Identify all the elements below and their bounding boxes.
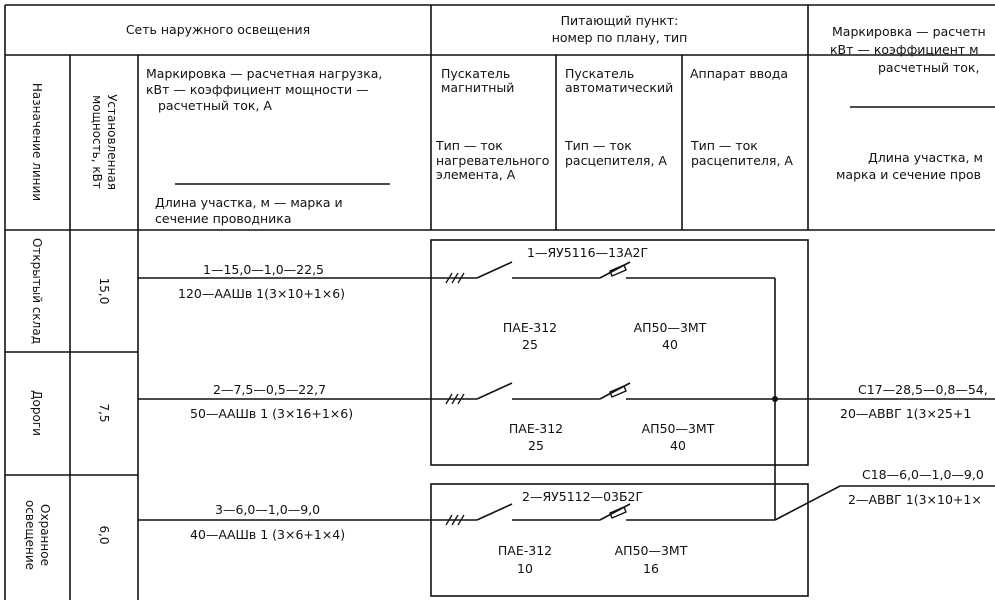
column-mag-line2: магнитный bbox=[441, 80, 515, 95]
header-network: Сеть наружного освещения bbox=[125, 22, 311, 37]
row1-cable: 120—ААШв 1(3×10+1×6) bbox=[178, 286, 346, 301]
column-input-type2: расцепителя, А bbox=[691, 153, 793, 168]
header-right-line5: марка и сечение пров bbox=[836, 167, 982, 182]
row1-power: 15,0 bbox=[97, 277, 111, 305]
header-right-line2: кВт — коэффициент м bbox=[830, 42, 979, 57]
row2-mag-contact bbox=[477, 383, 512, 399]
row1-auto-type: АП50—3МТ bbox=[633, 320, 707, 335]
column-power-line2: мощность, кВт bbox=[90, 95, 104, 189]
row1-mag-type: ПАЕ-312 bbox=[502, 320, 558, 335]
row3-power: 6,0 bbox=[97, 525, 111, 545]
feed-1-marking: С17—28,5—0,8—54, bbox=[858, 382, 988, 397]
row3-auto-current: 16 bbox=[643, 561, 659, 576]
row1-purpose: Открытый склад bbox=[30, 237, 44, 345]
row1-auto-current: 40 bbox=[662, 337, 678, 352]
header-right-line4: Длина участка, м bbox=[868, 150, 983, 165]
bus-junction bbox=[772, 396, 778, 402]
column-auto-type1: Тип — ток bbox=[565, 138, 632, 153]
row3-auto-latch bbox=[610, 507, 626, 518]
row3-mag-current: 10 bbox=[517, 561, 533, 576]
column-marking-line1: Маркировка — расчетная нагрузка, bbox=[146, 66, 383, 81]
panel-1-label: 1—ЯУ5116—13А2Г bbox=[527, 245, 649, 260]
column-auto-type2: расцепителя, А bbox=[565, 153, 667, 168]
column-auto-line1: Пускатель bbox=[565, 66, 635, 81]
row2-cable: 50—ААШв 1 (3×16+1×6) bbox=[190, 406, 354, 421]
row2-auto-type: АП50—3МТ bbox=[641, 421, 715, 436]
row2-auto-current: 40 bbox=[670, 438, 686, 453]
column-power-line1: Установленная bbox=[105, 94, 119, 190]
row3-mag-type: ПАЕ-312 bbox=[497, 543, 553, 558]
row3-cable: 40—ААШв 1 (3×6+1×4) bbox=[190, 527, 346, 542]
column-length-line2: сечение проводника bbox=[155, 211, 292, 226]
column-marking-line2: кВт — коэффициент мощности — bbox=[146, 82, 369, 97]
row2-purpose: Дороги bbox=[30, 390, 44, 436]
row3-mag-contact bbox=[477, 504, 512, 520]
row2-power: 7,5 bbox=[97, 403, 111, 423]
row3-phase-ticks bbox=[446, 515, 464, 525]
row1-mag-contact bbox=[477, 262, 512, 278]
column-auto-line2: автоматический bbox=[565, 80, 674, 95]
panel-2-label: 2—ЯУ5112—03Б2Г bbox=[522, 489, 644, 504]
column-purpose: Назначение линии bbox=[30, 82, 44, 202]
row1-phase-ticks bbox=[446, 273, 464, 283]
row2-mag-type: ПАЕ-312 bbox=[508, 421, 564, 436]
column-input-line1: Аппарат ввода bbox=[690, 66, 789, 81]
header-feeder-line1: Питающий пункт: bbox=[560, 13, 679, 28]
row1-marking: 1—15,0—1,0—22,5 bbox=[203, 262, 324, 277]
column-power bbox=[89, 94, 119, 190]
column-marking-line3: расчетный ток, А bbox=[158, 98, 272, 113]
column-mag-type3: элемента, А bbox=[436, 167, 516, 182]
feed-1-cable: 20—АВВГ 1(3×25+1 bbox=[840, 406, 972, 421]
feed-2-cable: 2—АВВГ 1(3×10+1× bbox=[848, 492, 982, 507]
column-length-line1: Длина участка, м — марка и bbox=[155, 195, 343, 210]
row1-auto-latch bbox=[610, 265, 626, 276]
row3-purpose bbox=[22, 500, 52, 570]
row3-marking: 3—6,0—1,0—9,0 bbox=[215, 502, 321, 517]
row2-auto-latch bbox=[610, 386, 626, 397]
row2-marking: 2—7,5—0,5—22,7 bbox=[213, 382, 327, 397]
row3-purpose-line1: Охранное bbox=[38, 504, 52, 566]
row3-auto-type: АП50—3МТ bbox=[614, 543, 688, 558]
row3-purpose-line2: освещение bbox=[23, 499, 37, 571]
feed-2-marking: С18—6,0—1,0—9,0 bbox=[862, 467, 984, 482]
header-right-line1: Маркировка — расчетн bbox=[832, 24, 986, 39]
column-input-type1: Тип — ток bbox=[691, 138, 758, 153]
header-right-line3: расчетный ток, bbox=[878, 60, 980, 75]
row1-mag-current: 25 bbox=[522, 337, 538, 352]
column-mag-line1: Пускатель bbox=[441, 66, 511, 81]
column-mag-type1: Тип — ток bbox=[436, 138, 503, 153]
row2-mag-current: 25 bbox=[528, 438, 544, 453]
column-mag-type2: нагревательного bbox=[436, 153, 550, 168]
row2-phase-ticks bbox=[446, 394, 464, 404]
header-feeder-line2: номер по плану, тип bbox=[551, 30, 688, 45]
